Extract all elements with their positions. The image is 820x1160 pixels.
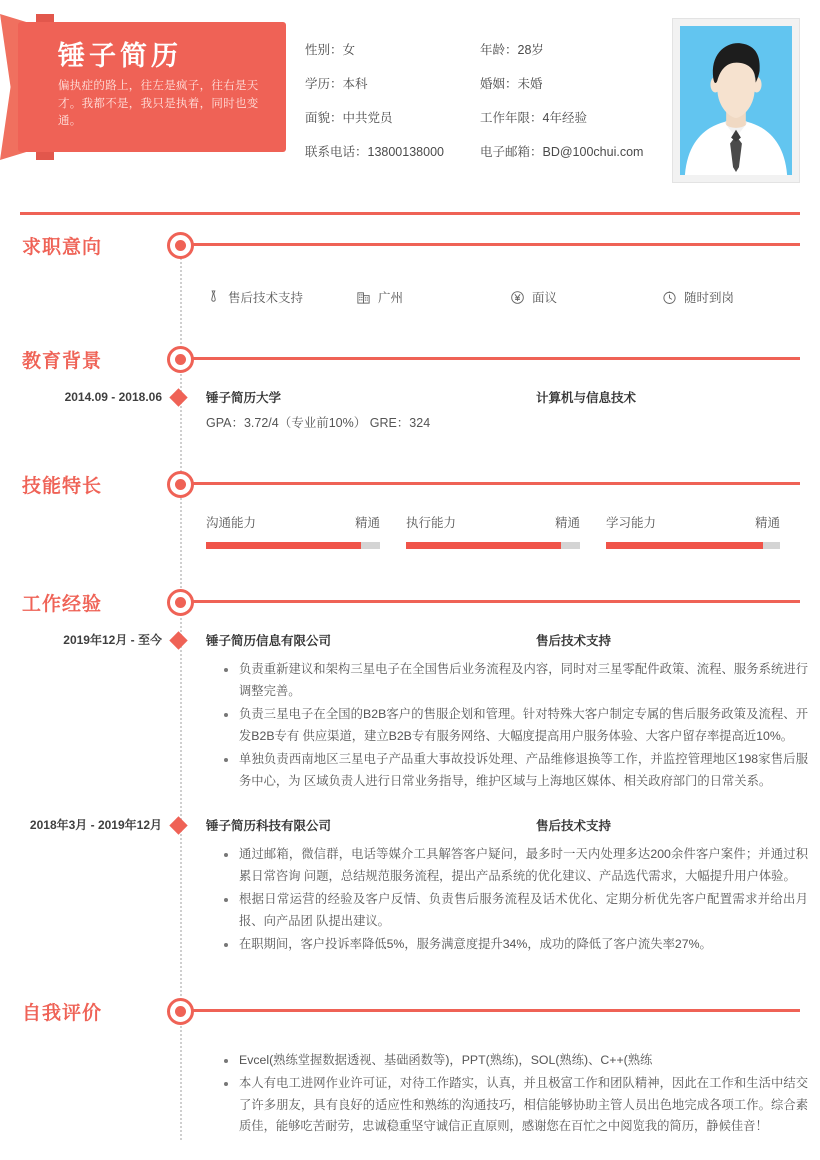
building-icon (356, 290, 371, 305)
work-bullet-list (222, 659, 820, 792)
skill-item (206, 513, 406, 549)
timeline-diamond-icon (169, 631, 187, 649)
skills-row (0, 513, 820, 549)
list-item: 负责重新建议和架构三星电子在全国售后业务流程及内容，同时对三星零配件政策、流程、服务系统进行调整完善。 (222, 659, 820, 702)
skill-level: 精通 (754, 516, 780, 530)
section-work-experience (0, 579, 820, 956)
resume-body (0, 222, 820, 1140)
section-education (0, 336, 820, 431)
skill-name: 学习能力 (606, 516, 657, 530)
intention-availability-label: 随时到岗 (684, 291, 735, 305)
info-email: 电子邮箱：BD@100chui.com (480, 144, 644, 159)
skill-item (606, 513, 806, 549)
skill-progress-track (606, 542, 780, 549)
intention-position (206, 288, 356, 306)
list-item: 负责三星电子在全国的B2B客户的售服企划和管理。针对特殊大客户制定专属的售后服务政策及流程、开发B2B专有 供应渠道，建立B2B专有服务网络、大幅度提高用户服务体验、大客户留存率提高近10%。 (222, 704, 820, 747)
section-rule (193, 600, 800, 603)
work-position: 售后技术支持 (536, 819, 612, 834)
job-intention-row (0, 280, 820, 314)
section-title-work: 工作经验 (22, 594, 103, 615)
section-rule (193, 1009, 800, 1012)
section-title-evaluation: 自我评价 (22, 1002, 103, 1024)
intention-city-label: 广州 (378, 291, 404, 305)
timeline-diamond-icon (169, 816, 187, 834)
skill-item (406, 513, 606, 549)
list-item: 单独负责西南地区三星电子产品重大事故投诉处理、产品维修退换等工作，并监控管理地区198家售后服务中心，为 区域负责人进行日常业务指导，维护区域与上海地区媒体、相关政府部门的日常关系。 (222, 749, 820, 792)
evaluation-bullet-list (222, 1050, 820, 1138)
avatar (680, 26, 792, 175)
section-title-education: 教育背景 (22, 351, 103, 372)
name-ribbon (18, 22, 286, 152)
education-detail: GPA：3.72/4（专业前10%） GRE：324 (206, 416, 431, 430)
candidate-name: 锤子简历 (58, 41, 182, 71)
personal-info-grid (305, 42, 660, 161)
section-header-evaluation (0, 988, 820, 1040)
section-header-intention (0, 222, 820, 274)
intention-salary (510, 288, 662, 306)
education-entry (0, 388, 820, 431)
necktie-icon (206, 290, 221, 305)
section-rule (193, 243, 800, 246)
education-date: 2014.09 - 2018.06 (64, 390, 162, 404)
info-age: 年龄：28岁 (480, 43, 544, 57)
list-item: 根据日常运营的经验及客户反情、负责售后服务流程及话术优化、定期分析优先客户配置需求并给出月报、向产品团 队提出建议。 (222, 889, 820, 932)
skill-progress-track (406, 542, 580, 549)
work-bullet-list (222, 844, 820, 956)
education-major: 计算机与信息技术 (536, 391, 637, 405)
section-header-work (0, 579, 820, 631)
skill-progress-fill (206, 542, 361, 549)
skill-progress-fill (406, 542, 561, 549)
intention-salary-label: 面议 (532, 291, 558, 305)
section-skills (0, 461, 820, 549)
work-date: 2019年12月 - 至今 (63, 633, 162, 647)
section-title-skills: 技能特长 (22, 476, 103, 497)
intention-availability (662, 288, 734, 306)
work-heading (206, 816, 820, 834)
timeline-node-icon (167, 346, 194, 373)
avatar-illustration (680, 26, 792, 175)
list-item: 本人有电工进网作业许可证，对待工作踏实，认真，并且极富工作和团队精神，因此在工作和生活中结交了许多朋友，具有良好的适应性和熟练的沟通技巧，相信能够协助主管人员出色地完成各项工作。综合素质佳，能够吃苦耐劳，忠诚稳重坚守诚信正直原则，感谢您在百忙之中阅览我的简历，静候佳音！ (222, 1073, 820, 1138)
section-self-evaluation (0, 988, 820, 1138)
list-item: Evcel(熟练堂握数据透视、基础函数等)，PPT(熟练)，SOL(熟练)、C++(熟练 (222, 1050, 820, 1072)
info-political: 面貌：中共党员 (305, 110, 393, 125)
info-degree: 学历：本科 (305, 76, 368, 91)
section-rule (193, 357, 800, 360)
work-position: 售后技术支持 (536, 634, 612, 648)
work-company: 锤子简历信息有限公司 (206, 634, 332, 648)
work-heading (206, 631, 820, 649)
section-header-education (0, 336, 820, 388)
timeline-node-icon (167, 232, 194, 259)
info-gender: 性别：女 (305, 43, 356, 57)
avatar-photo-frame (672, 18, 800, 183)
section-rule (193, 482, 800, 485)
section-job-intention (0, 222, 820, 314)
intention-city (356, 288, 510, 306)
candidate-motto: 偏执症的路上，往左是疯子，往右是天才。我都不是，我只是执着，同时也变通。 (58, 79, 259, 128)
info-marital: 婚姻：未婚 (480, 76, 543, 91)
timeline-node-icon (167, 589, 194, 616)
work-entry (0, 631, 820, 792)
section-title-intention: 求职意向 (22, 237, 103, 258)
section-header-skills (0, 461, 820, 513)
work-entry (0, 816, 820, 956)
resume-header (0, 0, 820, 200)
skill-level: 精通 (554, 516, 580, 530)
clock-icon (662, 290, 677, 305)
timeline-node-icon (167, 998, 194, 1025)
info-experience: 工作年限：4年经验 (480, 110, 587, 125)
timeline-node-icon (167, 471, 194, 498)
list-item: 在职期间，客户投诉率降低5%，服务满意度提升34%，成功的降低了客户流失率27%。 (222, 934, 820, 956)
work-date: 2018年3月 - 2019年12月 (29, 818, 162, 833)
skill-level: 精通 (354, 516, 380, 530)
list-item: 通过邮箱，微信群，电话等媒介工具解答客户疑问，最多时一天内处理多达200余件客户案件；并通过积累日常咨询 问题，总结规范服务流程，提出产品系统的优化建议、产品选代需求，大幅提升用户体验。 (222, 844, 820, 887)
timeline-diamond-icon (169, 388, 187, 406)
evaluation-body (0, 1050, 820, 1138)
info-phone: 联系电话：13800138000 (305, 144, 444, 159)
education-school: 锤子简历大学 (206, 391, 282, 405)
skill-name: 执行能力 (406, 516, 457, 530)
work-company: 锤子简历科技有限公司 (206, 819, 332, 834)
skill-progress-fill (606, 542, 763, 549)
skill-progress-track (206, 542, 380, 549)
skill-name: 沟通能力 (206, 516, 257, 530)
yen-icon (510, 290, 525, 305)
education-heading (206, 388, 820, 406)
intention-position-label: 售后技术支持 (228, 291, 304, 305)
header-divider (20, 212, 800, 215)
